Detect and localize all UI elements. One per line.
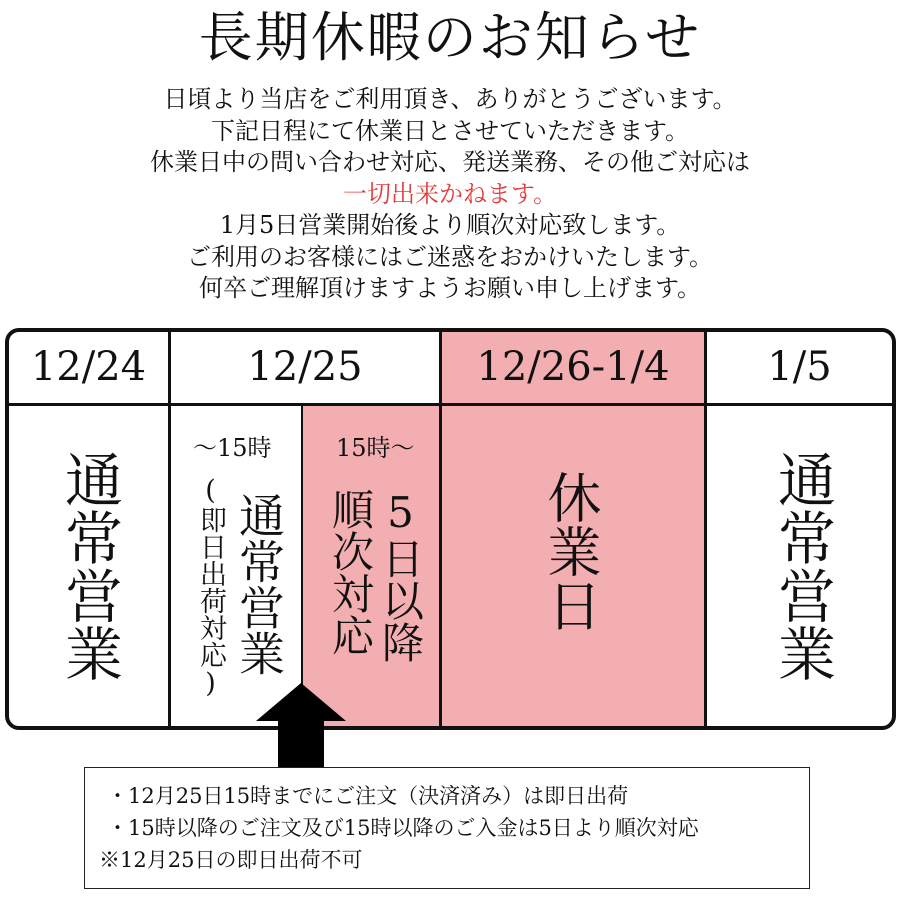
dec25-after-time: 15時〜 [336,434,415,462]
dec25-before-note: (即日出荷対応) [195,475,226,699]
header-dec24: 12/24 [30,344,147,390]
up-arrow-icon [256,683,346,769]
intro-line-7: 何卒ご理解頂けますようお願い申し上げます。 [198,274,702,302]
intro-line-4-warning: 一切出来かねます。 [342,179,558,208]
dec25-after-line-b: 順次対応 [326,488,375,656]
dec25-before-status: 通常営業 [232,492,286,676]
note-line-2: ・15時以降のご注文及び15時以降のご入金は5日より順次対応 [107,816,699,840]
intro-line-1: 日頃より当店をご利用頂き、ありがとうございます。 [163,85,737,113]
header-holiday: 12/26-1/4 [476,344,670,390]
header-jan5: 1/5 [767,344,832,390]
announcement-text [0,84,900,305]
note-line-1: ・12月25日15時までにご注文（決済済み）は即日出荷 [107,784,629,808]
dec25-after-line-a: 5日以降 [376,488,425,663]
intro-line-5: 1月5日営業開始後より順次対応致します。 [219,211,681,239]
schedule-table [5,328,896,730]
jan5-status: 通常営業 [768,450,836,682]
holiday-status: 休業日 [539,470,602,632]
intro-line-3: 休業日中の問い合わせ対応、発送業務、その他ご対応は [150,148,750,176]
column-divider-split [301,406,303,726]
note-line-3: ※12月25日の即日出荷不可 [99,848,363,872]
intro-line-2: 下記日程にて休業日とさせていただきます。 [210,116,690,145]
intro-line-6: ご利用のお客様にはご迷惑をおかけいたします。 [186,242,714,271]
notes-box [84,767,810,889]
dec25-before-time: 〜15時 [193,434,272,462]
dec24-status: 通常営業 [55,450,123,682]
page-title: 長期休暇のお知らせ [198,6,702,69]
header-divider [9,403,892,406]
header-dec25: 12/25 [247,344,363,390]
